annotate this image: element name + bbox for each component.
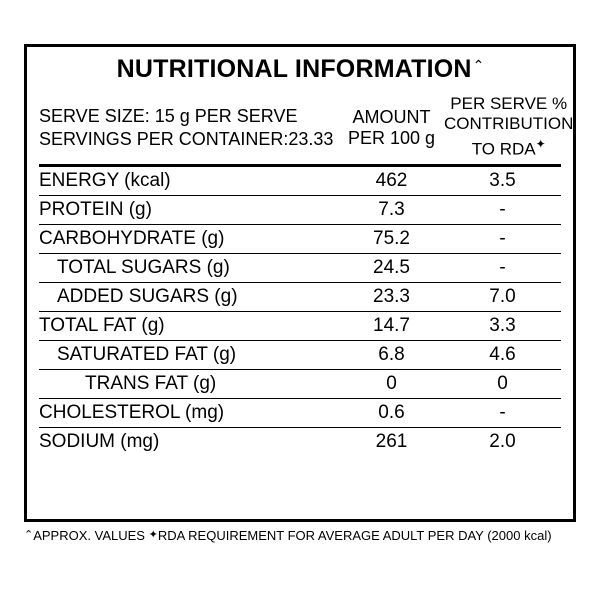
serving-info bbox=[39, 91, 339, 151]
footnote-marker-1-icon: ⌃ bbox=[24, 529, 34, 541]
nutrient-name: PROTEIN (g) bbox=[39, 195, 339, 224]
serve-size-text: SERVE SIZE: 15 g PER SERVE bbox=[39, 106, 298, 126]
nutrient-name: TOTAL SUGARS (g) bbox=[39, 253, 339, 282]
nutrient-rda: 3.3 bbox=[444, 311, 561, 340]
footnote-1-text: APPROX. VALUES bbox=[33, 528, 145, 543]
table-row bbox=[39, 224, 561, 253]
table-row bbox=[39, 253, 561, 282]
column-header-rda-line1: PER SERVE % bbox=[450, 94, 568, 113]
servings-per-container-text: SERVINGS PER CONTAINER:23.33 bbox=[39, 129, 334, 149]
nutrient-amount: 0 bbox=[339, 369, 444, 398]
nutrient-name: TOTAL FAT (g) bbox=[39, 311, 339, 340]
nutrient-amount: 7.3 bbox=[339, 195, 444, 224]
column-header-rda-line2: CONTRIBUTION bbox=[444, 114, 574, 133]
nutrient-amount: 261 bbox=[375, 430, 408, 452]
column-header-amount-line2: PER 100 g bbox=[347, 128, 436, 148]
nutrient-rda: - bbox=[444, 253, 561, 282]
nutrient-name: CARBOHYDRATE (g) bbox=[39, 224, 339, 253]
nutrient-amount: 23.3 bbox=[339, 282, 444, 311]
nutrient-name: SATURATED FAT (g) bbox=[39, 340, 339, 369]
nutrition-table bbox=[39, 167, 561, 456]
nutrient-rda: 0 bbox=[444, 369, 561, 398]
nutrient-rda: - bbox=[444, 195, 561, 224]
table-row bbox=[39, 398, 561, 427]
nutrient-rda: 7.0 bbox=[444, 282, 561, 311]
nutrient-name: ADDED SUGARS (g) bbox=[39, 282, 339, 311]
column-header-amount bbox=[339, 91, 444, 149]
nutrient-amount: 75.2 bbox=[339, 224, 444, 253]
nutrient-name: SODIUM (mg) bbox=[39, 430, 160, 452]
footnotes bbox=[24, 528, 576, 543]
table-row bbox=[39, 195, 561, 224]
title-footnote-marker-icon: ⌃ bbox=[472, 57, 485, 73]
nutrient-name: ENERGY (kcal) bbox=[39, 167, 339, 196]
table-row bbox=[39, 369, 561, 398]
panel-title-row bbox=[27, 47, 573, 89]
column-header-rda-line3: TO RDA✦ bbox=[471, 137, 546, 159]
table-row bbox=[39, 282, 561, 311]
rda-footnote-marker-icon: ✦ bbox=[535, 137, 546, 151]
nutrient-rda: 3.5 bbox=[444, 167, 561, 196]
column-header-rda bbox=[444, 91, 573, 160]
table-row bbox=[39, 167, 561, 196]
nutrient-amount: 6.8 bbox=[339, 340, 444, 369]
nutrient-name: TRANS FAT (g) bbox=[39, 369, 339, 398]
nutrient-rda: 2.0 bbox=[489, 430, 516, 452]
nutrient-amount: 14.7 bbox=[339, 311, 444, 340]
column-header-amount-line1: AMOUNT bbox=[352, 107, 431, 127]
footnote-marker-2-icon: ✦ bbox=[148, 529, 158, 541]
nutrient-rda: - bbox=[444, 398, 561, 427]
nutrient-name: CHOLESTEROL (mg) bbox=[39, 398, 339, 427]
nutrient-amount: 24.5 bbox=[339, 253, 444, 282]
table-row bbox=[39, 311, 561, 340]
nutrient-rda: - bbox=[444, 224, 561, 253]
nutrient-rda: 4.6 bbox=[444, 340, 561, 369]
nutrient-amount: 462 bbox=[339, 167, 444, 196]
page-title: NUTRITIONAL INFORMATION bbox=[116, 55, 472, 83]
table-row bbox=[39, 427, 561, 456]
table-row bbox=[39, 340, 561, 369]
nutrition-facts-panel bbox=[24, 44, 576, 522]
table-header bbox=[27, 89, 573, 160]
footnote-2-text: RDA REQUIREMENT FOR AVERAGE ADULT PER DAY (2000 kcal) bbox=[157, 528, 552, 543]
nutrient-amount: 0.6 bbox=[339, 398, 444, 427]
